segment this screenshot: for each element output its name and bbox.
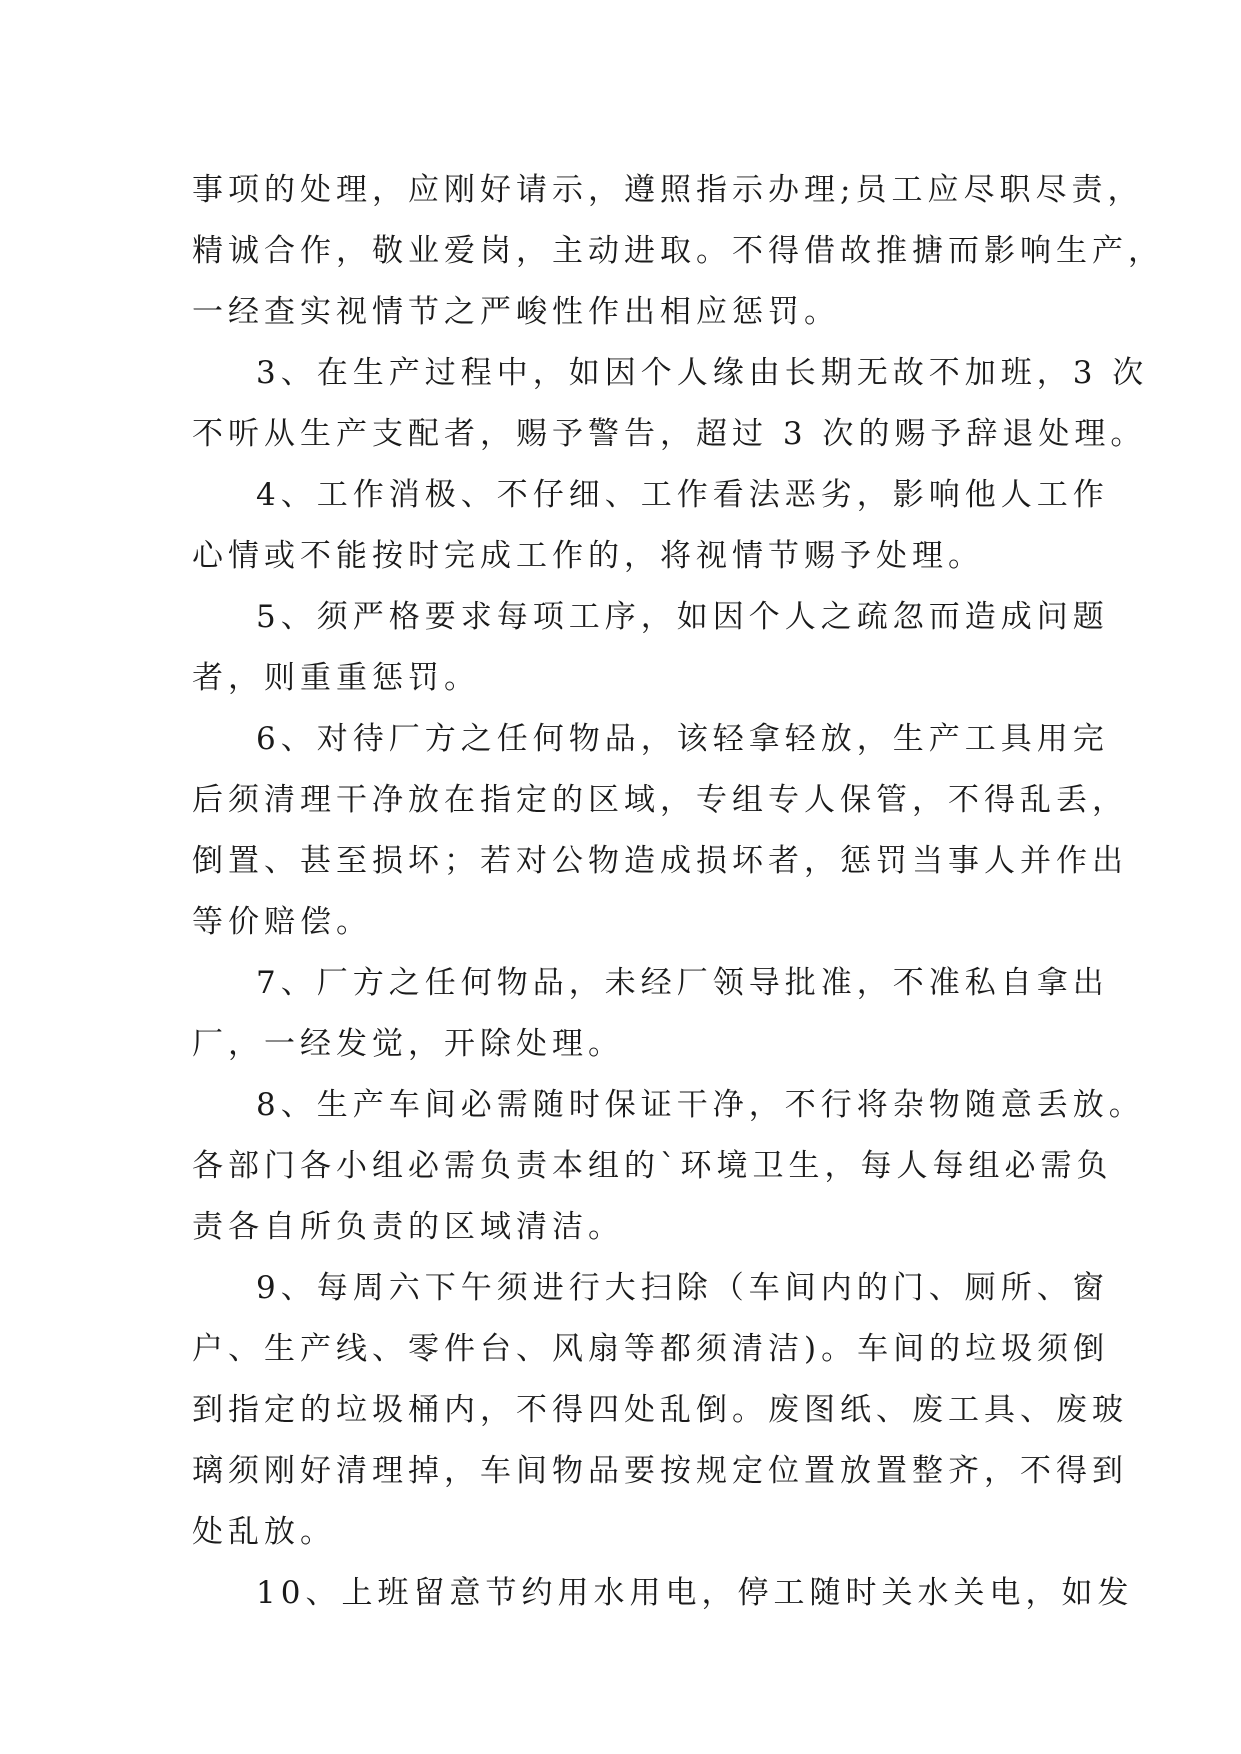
- paragraph-line: 一经查实视情节之严峻性作出相应惩罚。: [192, 294, 840, 330]
- paragraph-first-line: 3、在生产过程中，如因个人缘由长期无故不加班，3 次: [256, 355, 1149, 391]
- paragraph-first-line: 9、每周六下午须进行大扫除（车间内的门、厕所、窗: [256, 1270, 1109, 1306]
- paragraph-line: 处乱放。: [192, 1514, 336, 1550]
- paragraph-line: 心情或不能按时完成工作的，将视情节赐予处理。: [192, 538, 984, 574]
- paragraph-line: 到指定的垃圾桶内，不得四处乱倒。废图纸、废工具、废玻: [192, 1392, 1128, 1428]
- paragraph-first-line: 6、对待厂方之任何物品，该轻拿轻放，生产工具用完: [256, 721, 1109, 757]
- paragraph-line: 厂，一经发觉，开除处理。: [192, 1026, 624, 1062]
- paragraph-line: 后须清理干净放在指定的区域，专组专人保管，不得乱丢，: [192, 782, 1128, 818]
- paragraph-line: 者，则重重惩罚。: [192, 660, 480, 696]
- paragraph-first-line: 4、工作消极、不仔细、工作看法恶劣，影响他人工作: [256, 477, 1109, 513]
- paragraph-line: 精诚合作，敬业爱岗，主动进取。不得借故推搪而影响生产，: [192, 233, 1164, 269]
- paragraph-first-line: 8、生产车间必需随时保证干净，不行将杂物随意丢放。: [256, 1087, 1145, 1123]
- paragraph-first-line: 7、厂方之任何物品，未经厂领导批准，不准私自拿出: [256, 965, 1109, 1001]
- paragraph-line: 不听从生产支配者，赐予警告，超过 3 次的赐予辞退处理。: [192, 416, 1147, 452]
- paragraph-line: 倒置、甚至损坏；若对公物造成损坏者，惩罚当事人并作出: [192, 843, 1128, 879]
- paragraph-line: 户、生产线、零件台、风扇等都须清洁)。车间的垃圾须倒: [192, 1331, 1110, 1367]
- paragraph-line: 责各自所负责的区域清洁。: [192, 1209, 624, 1245]
- paragraph-first-line: 5、须严格要求每项工序，如因个人之疏忽而造成问题: [256, 599, 1109, 635]
- paragraph-line: 璃须刚好清理掉，车间物品要按规定位置放置整齐，不得到: [192, 1453, 1128, 1489]
- document-body: [192, 160, 1164, 1624]
- paragraph-line: 事项的处理，应刚好请示，遵照指示办理;员工应尽职尽责，: [192, 172, 1144, 208]
- paragraph-first-line: 10、上班留意节约用水用电，停工随时关水关电，如发: [256, 1575, 1134, 1611]
- paragraph-line: 各部门各小组必需负责本组的`环境卫生，每人每组必需负: [192, 1148, 1113, 1184]
- paragraph-line: 等价赔偿。: [192, 904, 372, 940]
